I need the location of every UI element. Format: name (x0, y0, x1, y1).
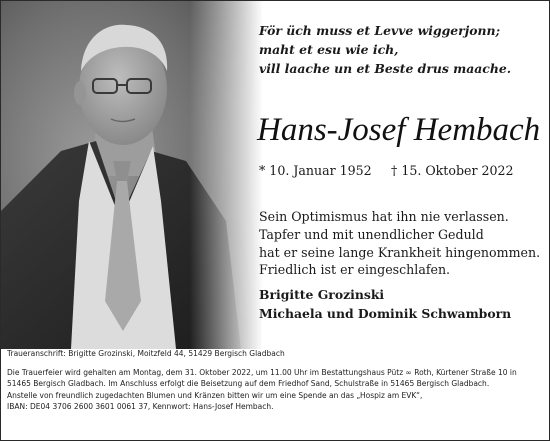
quote-line: maht et esu wie ich, (259, 42, 399, 57)
details-line: IBAN: DE04 3706 2600 3601 0061 37, Kennwort: Hans-Josef Hembach. (7, 402, 274, 411)
mourner-name: Brigitte Grozinski (259, 287, 385, 302)
mourners (259, 286, 544, 323)
memorial-text (259, 208, 544, 279)
life-dates (259, 162, 544, 180)
funeral-details (7, 348, 547, 413)
details-line: Die Trauerfeier wird gehalten am Montag, dem 31. Oktober 2022, um 11.00 Uhr im Bestattungshaus Pütz ∞ Roth, Kürtener Straße 10 in (7, 367, 517, 377)
birth-date: * 10. Januar 1952 (259, 163, 372, 178)
memorial-text-line: hat er seine lange Krankheit hingenommen. (259, 244, 541, 260)
details-line: 51465 Bergisch Gladbach. Im Anschluss erfolgt die Beisetzung auf dem Friedhof Sand, Schulstraße in 51465 Bergisch Gladbach. (7, 379, 490, 388)
death-date: † 15. Oktober 2022 (391, 163, 514, 178)
portrait-photo (1, 1, 263, 349)
memorial-text-line: Sein Optimismus hat ihn nie verlassen. (259, 209, 509, 224)
memorial-quote (259, 21, 539, 78)
mourner-name: Michaela und Dominik Schwamborn (259, 305, 512, 321)
quote-line: För üch muss et Levve wiggerjonn; (259, 23, 501, 38)
mourning-address: Traueranschrift: Brigitte Grozinski, Moitzfeld 44, 51429 Bergisch Gladbach (7, 349, 285, 358)
deceased-name: Hans-Josef Hembach (257, 112, 541, 148)
memorial-text-line: Tapfer und mit unendlicher Geduld (259, 226, 484, 242)
details-line: Anstelle von freundlich zugedachten Blumen und Kränzen bitten wir um eine Spende an das „Hospiz am EVK“, (7, 390, 423, 400)
quote-line: vill laache un et Beste drus maache. (259, 61, 512, 76)
memorial-text-line: Friedlich ist er eingeschlafen. (259, 262, 451, 278)
